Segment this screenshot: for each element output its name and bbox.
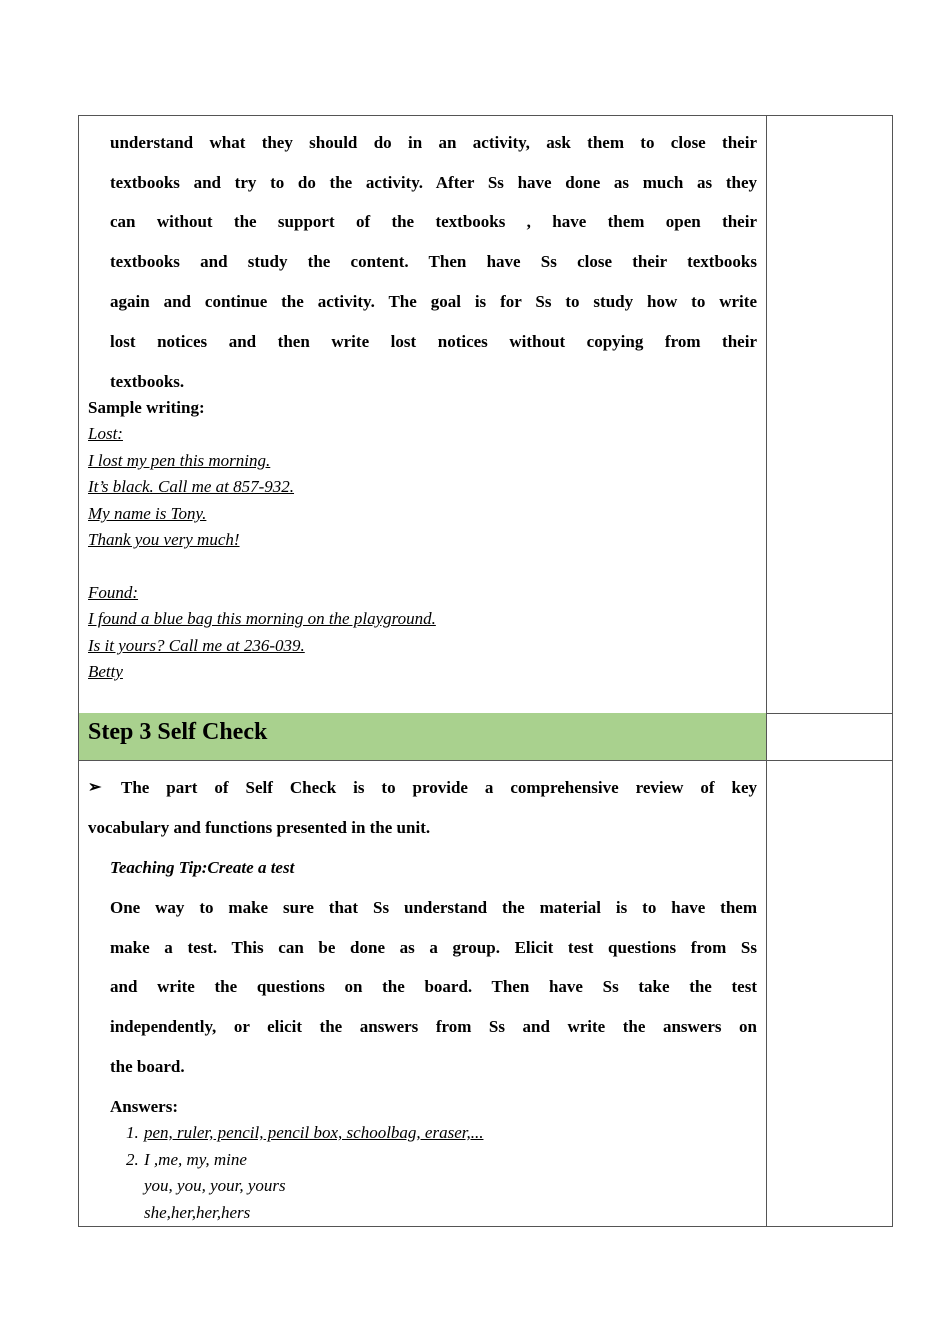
answer-line: I ,me, my, mine xyxy=(144,1150,247,1169)
paragraph-line: lost notices and then write lost notices without copying from their xyxy=(110,332,757,351)
paragraph-line: understand what they should do in an activity, ask them to close their xyxy=(110,133,757,152)
intro-line: vocabulary and functions presented in the unit. xyxy=(88,818,431,837)
intro-line: The part of Self Check is to provide a comprehensive review of key xyxy=(121,778,757,797)
lost-notice-line: It’s black. Call me at 857-932. xyxy=(88,477,295,496)
tip-line: the board. xyxy=(110,1057,185,1076)
tip-line: make a test. This can be done as a group. Elicit test questions from Ss xyxy=(110,938,757,957)
lost-notice-line: Thank you very much! xyxy=(88,530,240,549)
lesson-table xyxy=(78,115,893,1227)
sample-writing-heading: Sample writing: xyxy=(88,398,205,417)
found-notice-line: I found a blue bag this morning on the playground. xyxy=(88,609,436,628)
teaching-tip-title: Teaching Tip:Create a test xyxy=(110,858,295,877)
arrow-bullet-icon: ➢ xyxy=(88,779,102,796)
answer-line: pen, ruler, pencil, pencil box, schoolbag, eraser,... xyxy=(144,1123,484,1142)
answer-number: 2. xyxy=(126,1150,139,1169)
tip-line: independently, or elicit the answers from Ss and write the answers on xyxy=(110,1017,757,1036)
found-notice-line: Betty xyxy=(88,662,123,681)
answers-heading: Answers: xyxy=(110,1097,178,1116)
paragraph-line: textbooks and try to do the activity. After Ss have done as much as they xyxy=(110,173,757,192)
found-notice-line: Is it yours? Call me at 236-039. xyxy=(88,636,305,655)
answer-number: 1. xyxy=(126,1123,139,1142)
answer-line: she,her,her,hers xyxy=(144,1203,251,1222)
answer-line: you, you, your, yours xyxy=(144,1176,286,1195)
lost-notice-line: I lost my pen this morning. xyxy=(88,451,271,470)
step-title: Step 3 Self Check xyxy=(88,719,268,745)
lost-notice-line: My name is Tony. xyxy=(88,504,207,523)
paragraph-line: can without the support of the textbooks , have them open their xyxy=(110,212,757,231)
column-divider xyxy=(766,116,767,1226)
paragraph-line: again and continue the activity. The goal is for Ss to study how to write xyxy=(110,292,757,311)
lost-notice-line: Lost: xyxy=(88,424,123,443)
tip-line: and write the questions on the board. Then have Ss take the test xyxy=(110,977,757,996)
paragraph-line: textbooks. xyxy=(110,372,185,391)
found-notice-line: Found: xyxy=(88,583,139,602)
paragraph-line: textbooks and study the content. Then have Ss close their textbooks xyxy=(110,252,757,271)
row-divider xyxy=(79,760,892,761)
tip-line: One way to make sure that Ss understand the material is to have them xyxy=(110,898,757,917)
